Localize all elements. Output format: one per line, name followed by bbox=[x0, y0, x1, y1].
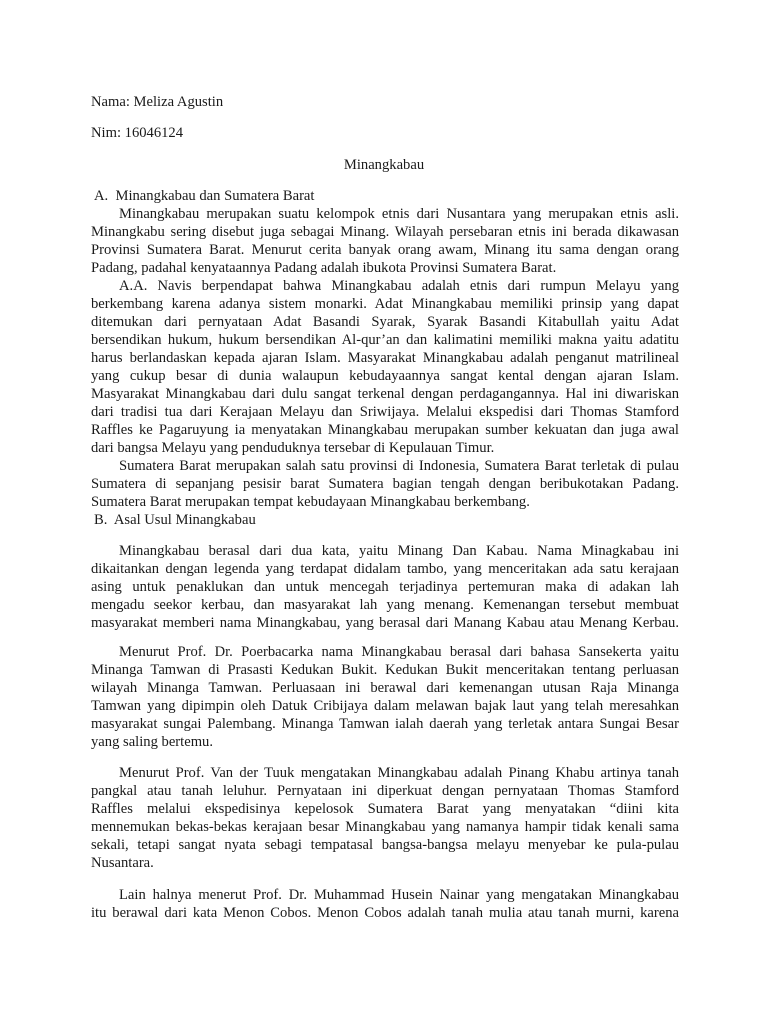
paragraph-line: yang cukup besar di dunia walaupun kebudayaannya sangat kental dengan ajaran Islam. bbox=[91, 368, 679, 384]
student-nim: Nim: 16046124 bbox=[91, 125, 184, 141]
section-a-heading: A. Minangkabau dan Sumatera Barat bbox=[94, 188, 315, 204]
paragraph-line: Minangkabu sering disebut juga sebagai Minang. Wilayah persebaran etnis ini berada dikawasan bbox=[91, 224, 679, 240]
paragraph-line: Sumatera di sepanjang pesisir barat Sumatera bagian tengah dengan beribukotakan Padang. bbox=[91, 476, 679, 492]
paragraph-line: Lain halnya menerut Prof. Dr. Muhammad Husein Nainar yang mengatakan Minangkabau bbox=[119, 887, 679, 903]
paragraph-line: Tamwan yang dipimpin oleh Datuk Cribijaya dalam melawan bajak laut yang telah meresahkan bbox=[91, 698, 679, 714]
paragraph-line: Raffles melalui ekspedisinya kepelosok Sumatera Barat yang menyatakan “diini kita bbox=[91, 801, 679, 817]
student-name: Nama: Meliza Agustin bbox=[91, 94, 224, 110]
paragraph-line: asing untuk penaklukan dan untuk mencegah terjadinya pertemuran maka di adakan lah bbox=[91, 579, 679, 595]
paragraph-line: berkembang karena adanya sistem monarki. Adat Minangkabau memiliki prinsip yang dapat bbox=[91, 296, 679, 312]
paragraph-line: Sumatera Barat merupakan salah satu provinsi di Indonesia, Sumatera Barat terletak di pulau bbox=[119, 458, 679, 474]
paragraph-line: harus berlandaskan kepada ajaran Islam. Masyarakat Minangkabau adalah penganut matrilineal bbox=[91, 350, 679, 366]
paragraph-line: dari bangsa Melayu yang penduduknya tersebar di Kepulauan Timur. bbox=[91, 440, 495, 456]
section-b-heading: B. Asal Usul Minangkabau bbox=[94, 512, 256, 528]
paragraph-line: Menurut Prof. Van der Tuuk mengatakan Minangkabau adalah Pinang Khabu artinya tanah bbox=[119, 765, 679, 781]
paragraph-line: Padang, padahal kenyataannya Padang adalah ibukota Provinsi Sumatera Barat. bbox=[91, 260, 557, 276]
paragraph-line: masyarakat sungai Palembang. Minanga Tamwan ialah daerah yang terletak antara Sungai Besar bbox=[91, 716, 679, 732]
paragraph-line: yang saling bertemu. bbox=[91, 734, 213, 750]
paragraph-line: dikaitankan dengan legenda yang terdapat didalam tambo, yang menceritakan ada satu kerajaan bbox=[91, 561, 679, 577]
document-title: Minangkabau bbox=[343, 157, 425, 173]
paragraph-line: Sumatera Barat merupakan tempat kebudayaan Minangkabau berkembang. bbox=[91, 494, 530, 510]
paragraph-line: sekali, tetapi sangat nyata sebagi tempatasal bangsa-bangsa melayu menyebar ke pula-pulau bbox=[91, 837, 679, 853]
paragraph-line: Minanga Tamwan di Prasasti Kedukan Bukit. Kedukan Bukit menceritakan tentang perluasan bbox=[91, 662, 679, 678]
paragraph-line: mennemukan bekas-bekas kerajaan besar Minangkabau yang namanya hampir tidak kenali sama bbox=[91, 819, 679, 835]
paragraph-line: dari tradisi tua dari Kerajaan Melayu dan Sriwijaya. Melalui ekspedisi dari Thomas Stamford bbox=[91, 404, 679, 420]
paragraph-line: wilayah Minanga Tamwan. Perluasaan ini berawal dari kemenangan utusan Raja Minanga bbox=[91, 680, 679, 696]
paragraph-line: ditemukan dari pernyataan Adat Basandi Syarak, Syarak Basandi Kitabullah yaitu Adat bbox=[91, 314, 679, 330]
paragraph-line: pangkal atau tanah leluhur. Pernyataan ini diperkuat dengan pernyataan Thomas Stamford bbox=[91, 783, 679, 799]
paragraph-line: Menurut Prof. Dr. Poerbacarka nama Minangkabau berasal dari bahasa Sansekerta yaitu bbox=[119, 644, 679, 660]
paragraph-line: bersendikan hukum, hukum bersendikan Al-qur’an dan kalimatini memiliki makna yaitu adatitu bbox=[91, 332, 679, 348]
paragraph-line: Raffles ke Pagaruyung ia menyatakan Minangkabau merupakan sumber kekuatan dan juga awal bbox=[91, 422, 679, 438]
paragraph-line: Provinsi Sumatera Barat. Menurut cerita banyak orang awam, Minang itu sama dengan orang bbox=[91, 242, 679, 258]
paragraph-line: Nusantara. bbox=[91, 855, 154, 871]
paragraph-line: Masyarakat Minangkabau dari dulu sangat terkenal dengan perdagangannya. Hal ini diwariskan bbox=[91, 386, 679, 402]
paragraph-line: A.A. Navis berpendapat bahwa Minangkabau adalah etnis dari rumpun Melayu yang bbox=[119, 278, 679, 294]
paragraph-line: Minangkabau merupakan suatu kelompok etnis dari Nusantara yang merupakan etnis asli. bbox=[119, 206, 679, 222]
paragraph-line: Minangkabau berasal dari dua kata, yaitu Minang Dan Kabau. Nama Minagkabau ini bbox=[119, 543, 679, 559]
paragraph-line: mengadu seekor kerbau, dan masyarakat lah yang menang. Kemenangan tersebut membuat bbox=[91, 597, 679, 613]
paragraph-line: masyarakat memberi nama Minangkabau, yang berasal dari Manang Kabau atau Menang Kerbau. bbox=[91, 615, 679, 631]
paragraph-line: itu berawal dari kata Menon Cobos. Menon Cobos adalah tanah mulia atau tanah murni, karena bbox=[91, 905, 679, 921]
